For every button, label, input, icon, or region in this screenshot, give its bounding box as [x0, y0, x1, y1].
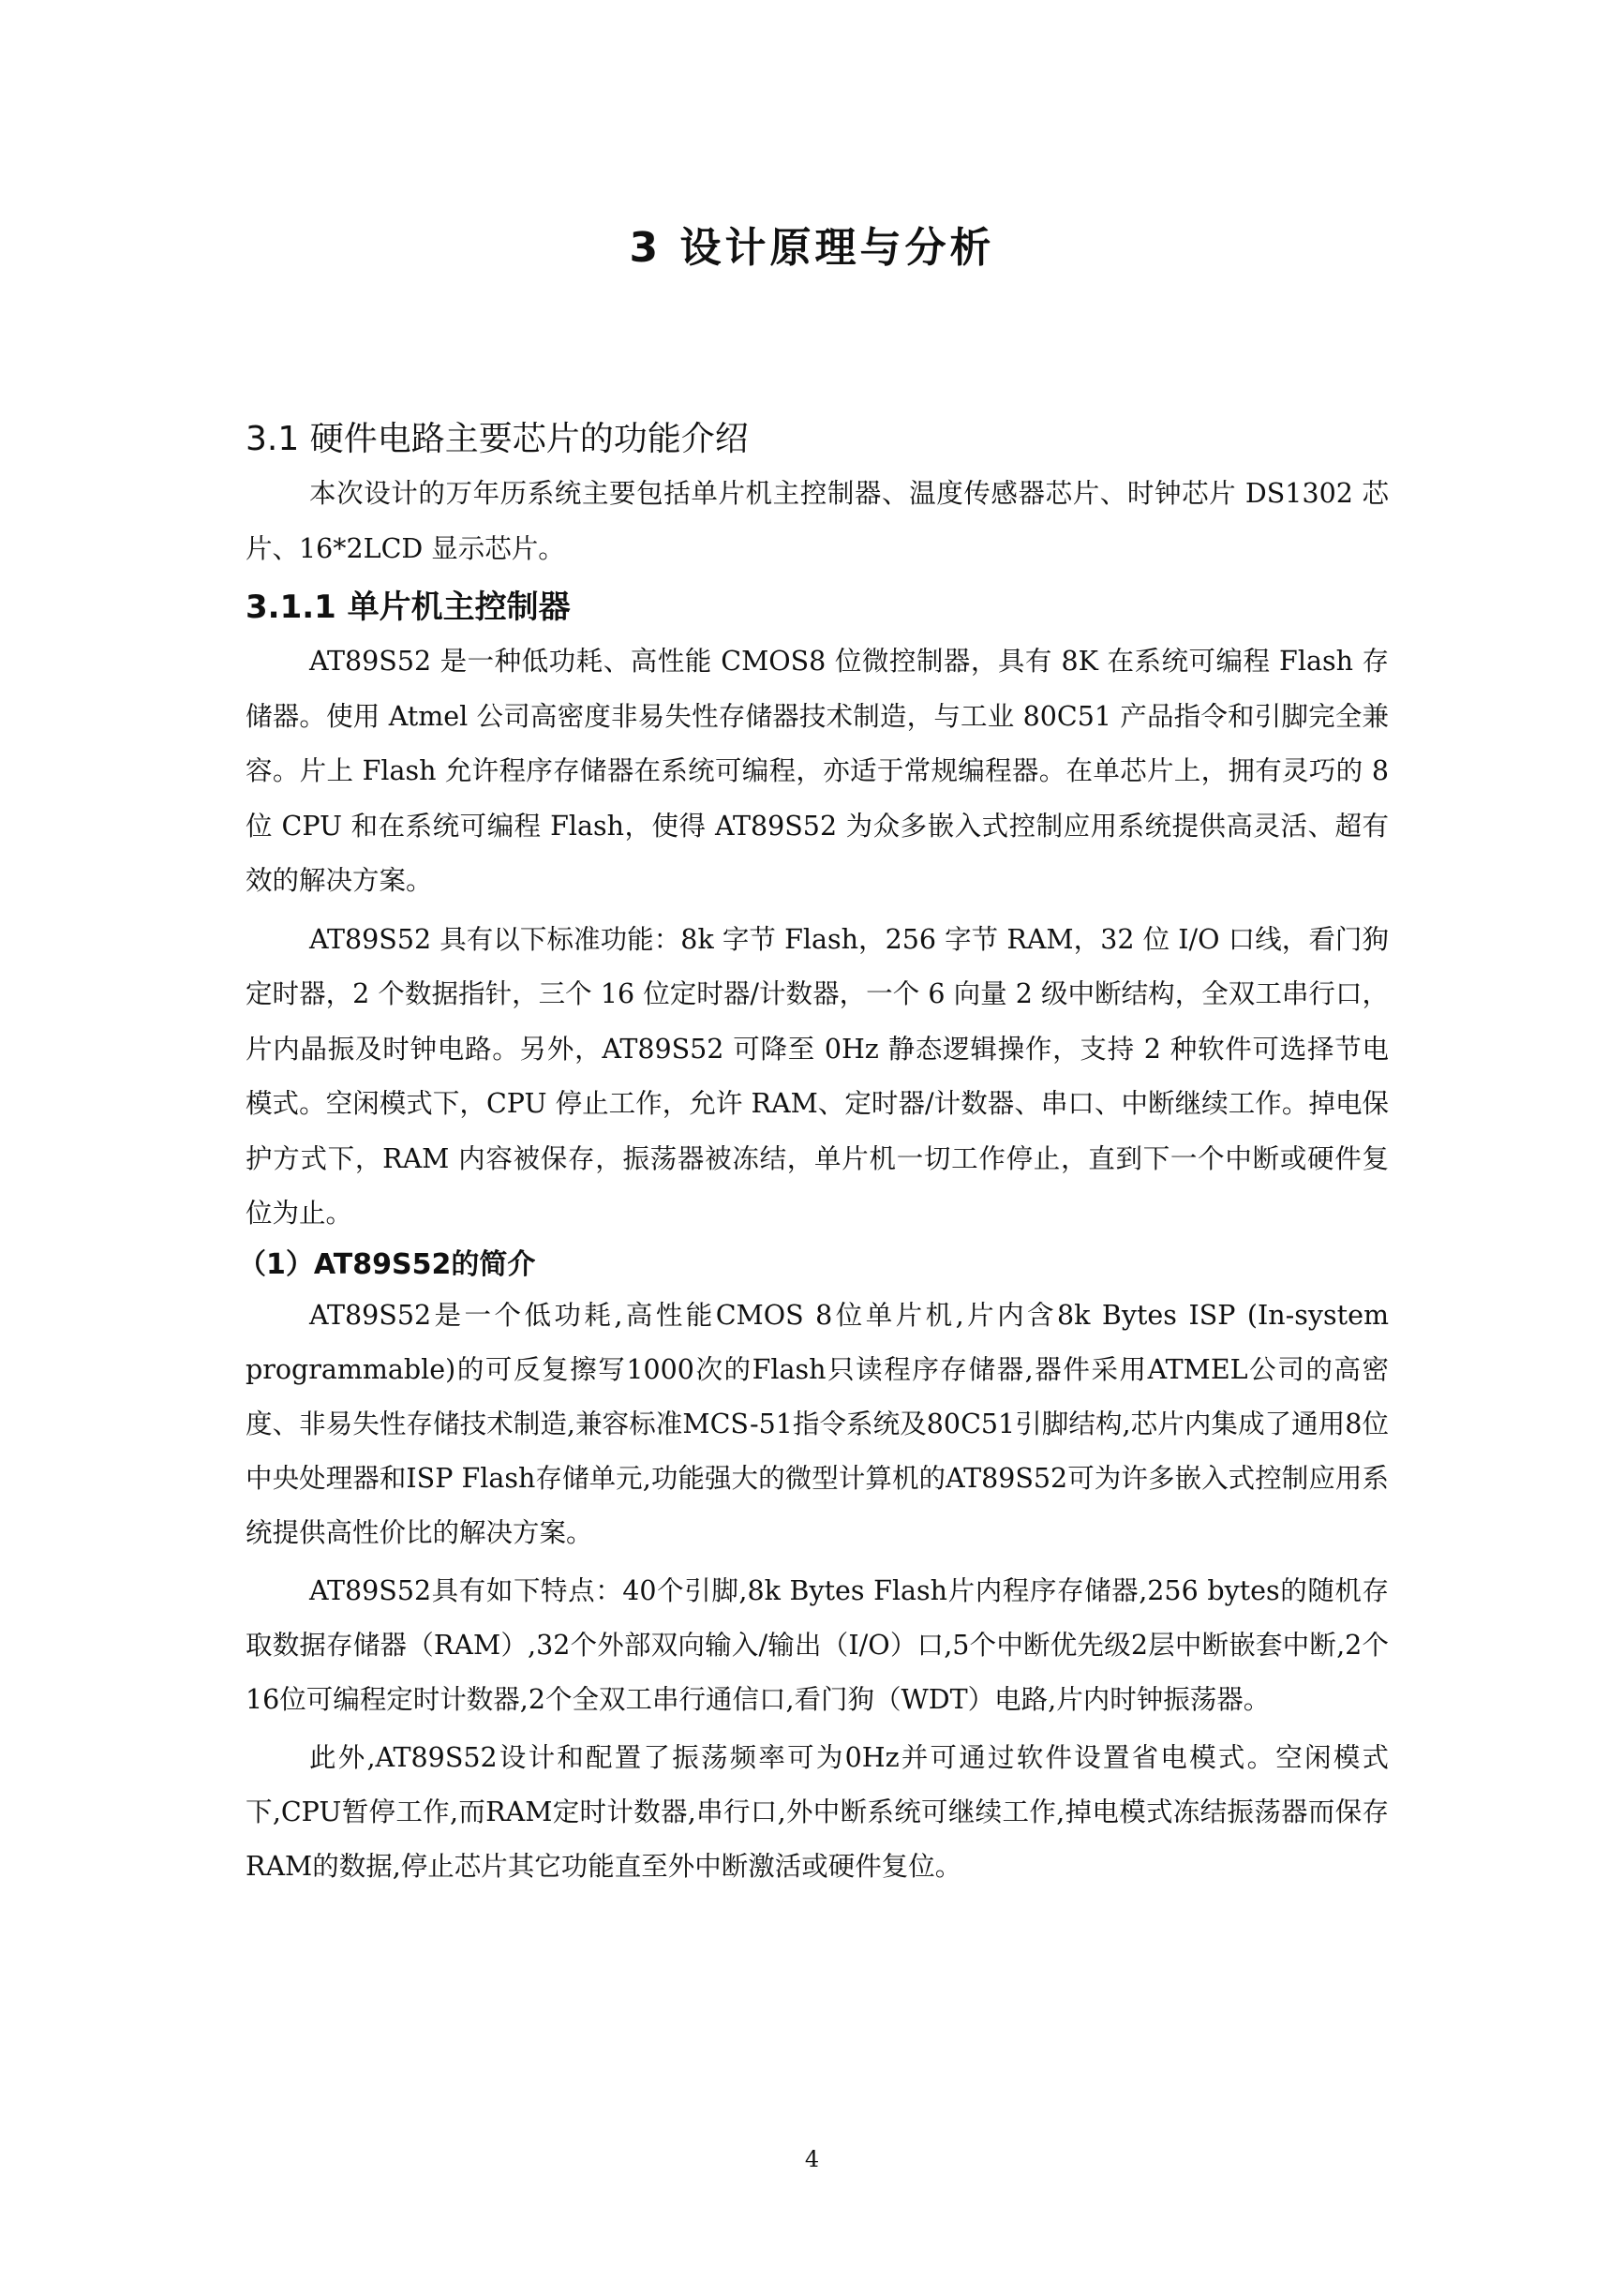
paragraph-at89s52-characteristics: AT89S52具有如下特点：40个引脚,8k Bytes Flash片内程序存储器,256 bytes的随机存取数据存储器（RAM）,32个外部双向输入/输出（I/O）口,5个中断优先级2层中断嵌套中断,2个16位可编程定时计数器,2个全双工串行通信口,看门狗（WDT）电路,片内时钟振荡器。: [246, 1574, 1389, 1715]
section-heading-3-1-1: 3.1.1 单片机主控制器: [246, 589, 571, 626]
paragraph-at89s52-intro: AT89S52是一个低功耗,高性能CMOS 8位单片机,片内含8k Bytes ISP (In-system programmable)的可反复擦写1000次的Flash只读程序存储器,器件采用ATMEL公司的高密度、非易失性存储技术制造,兼容标准MCS-51指令系统及80C51引脚结构,芯片内集成了通用8位中央处理器和ISP Flash存储单元,功能强大的微型计算机的AT89S52可为许多嵌入式控制应用系统提供高性价比的解决方案。: [246, 1299, 1389, 1548]
paragraph-at89s52-overview: AT89S52 是一种低功耗、高性能 CMOS8 位微控制器，具有 8K 在系统可编程 Flash 存储器。使用 Atmel 公司高密度非易失性存储器技术制造，与工业 80C51 产品指令和引脚完全兼容。片上 Flash 允许程序存储器在系统可编程，亦适于常规编程器。在单芯片上，拥有灵巧的 8 位 CPU 和在系统可编程 Flash，使得 AT89S52 为众多嵌入式控制应用系统提供高灵活、超有效的解决方案。: [246, 646, 1389, 896]
subsection-heading-at89s52-intro: （1）AT89S52的简介: [238, 1247, 536, 1281]
section-heading-3-1: 3.1 硬件电路主要芯片的功能介绍: [246, 420, 749, 458]
section-3-1-intro: 本次设计的万年历系统主要包括单片机主控制器、温度传感器芯片、时钟芯片 DS1302 芯片、16*2LCD 显示芯片。: [246, 478, 1389, 564]
paragraph-at89s52-standard-features: AT89S52 具有以下标准功能：8k 字节 Flash，256 字节 RAM，32 位 I/O 口线，看门狗定时器，2 个数据指针，三个 16 位定时器/计数器，一个 6 向量 2 级中断结构，全双工串行口，片内晶振及时钟电路。另外，AT89S52 可降至 0Hz 静态逻辑操作，支持 2 种软件可选择节电模式。空闲模式下，CPU 停止工作，允许 RAM、定时器/计数器、串口、中断继续工作。掉电保护方式下，RAM 内容被保存，振荡器被冻结，单片机一切工作停止，直到下一个中断或硬件复位为止。: [246, 923, 1389, 1229]
page-content: [238, 412, 1389, 1894]
paragraph-at89s52-power-modes: 此外,AT89S52设计和配置了振荡频率可为0Hz并可通过软件设置省电模式。空闲模式下,CPU暂停工作,而RAM定时计数器,串行口,外中断系统可继续工作,掉电模式冻结振荡器而保存RAM的数据,停止芯片其它功能直至外中断激活或硬件复位。: [246, 1741, 1389, 1882]
page-number: 4: [804, 2146, 820, 2172]
chapter-title: 3 设计原理与分析: [629, 224, 995, 272]
